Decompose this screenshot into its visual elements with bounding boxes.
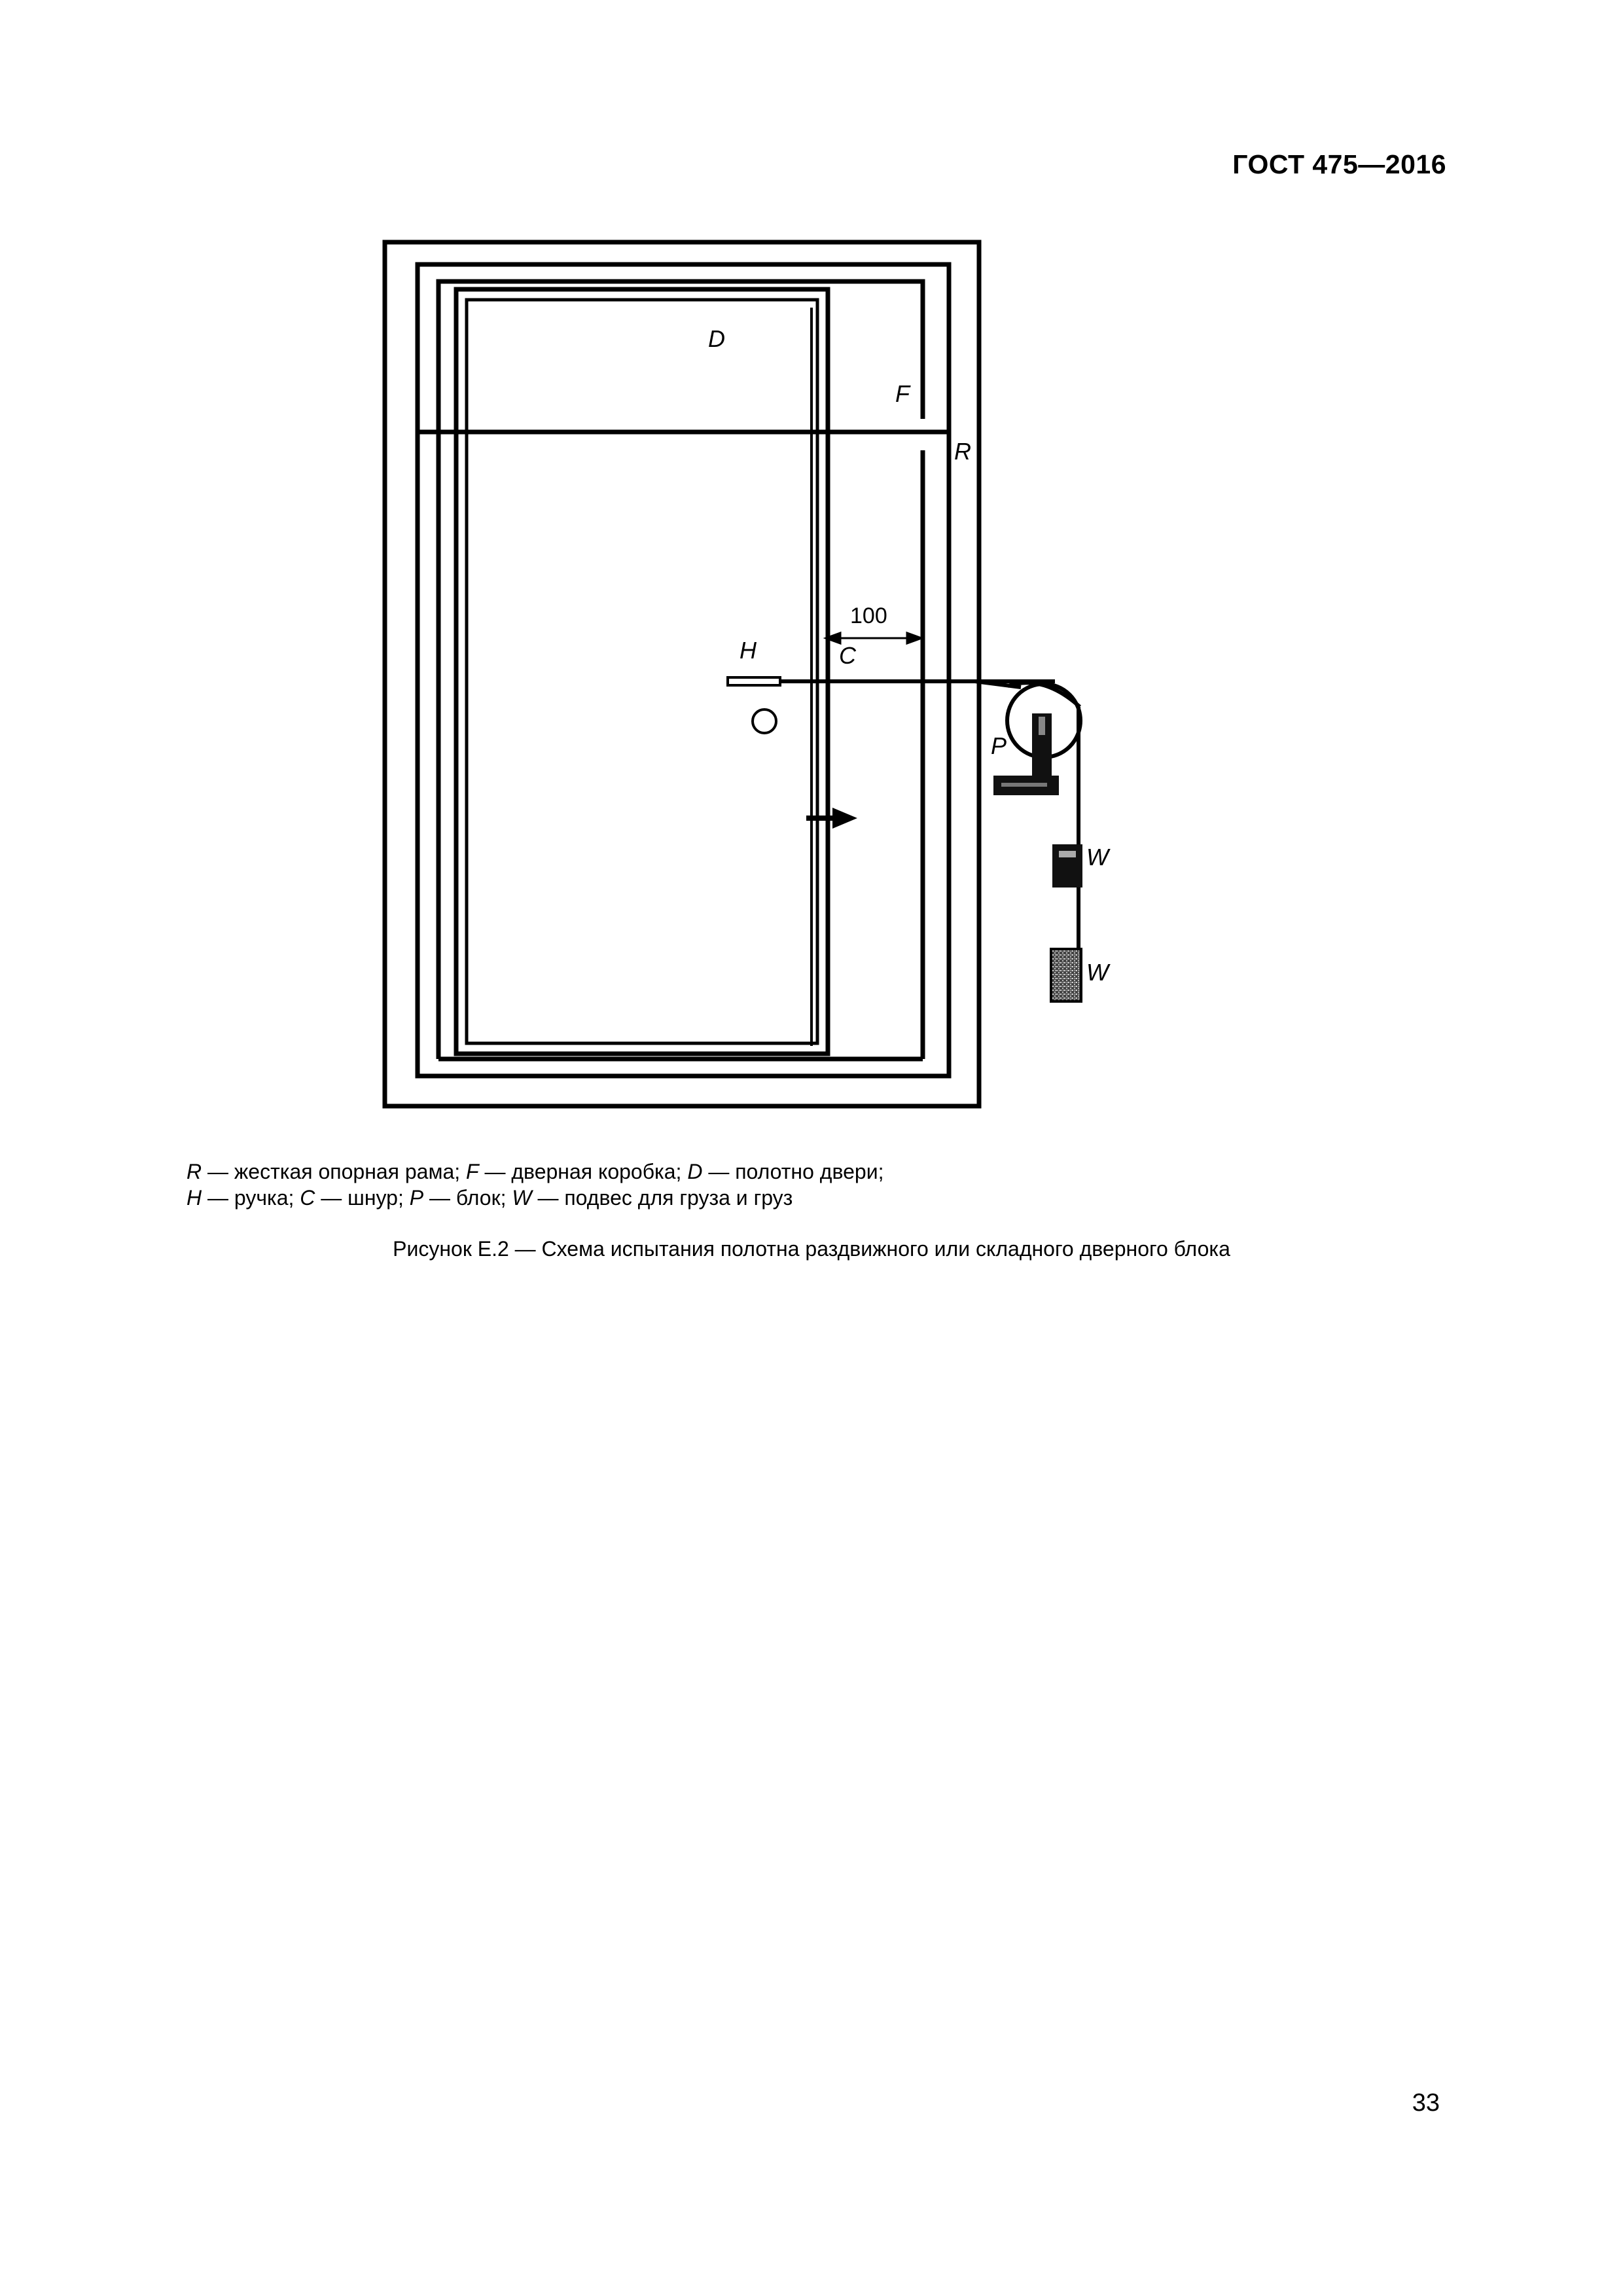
door-box	[438, 281, 923, 1059]
legend-sym: C	[300, 1186, 315, 1210]
figure-legend	[187, 1158, 883, 1211]
legend-line-2	[187, 1185, 883, 1211]
weight-hanger	[1052, 844, 1082, 888]
door-leaf	[456, 289, 828, 1054]
label-C: C	[839, 642, 856, 669]
dimension-label: 100	[850, 603, 887, 628]
legend-sym: F	[466, 1160, 479, 1183]
legend-text: — подвес для груза и груз	[531, 1186, 793, 1210]
label-H: H	[740, 637, 757, 664]
label-W1: W	[1086, 844, 1109, 870]
label-D: D	[708, 325, 725, 352]
legend-sym: W	[512, 1186, 532, 1210]
label-R: R	[954, 438, 971, 465]
legend-text: — полотно двери;	[702, 1160, 884, 1183]
legend-text: — жесткая опорная рама;	[202, 1160, 467, 1183]
figure-caption: Рисунок Е.2 — Схема испытания полотна раздвижного или складного дверного блока	[393, 1237, 1230, 1261]
support-frame	[385, 242, 979, 1106]
label-P: P	[991, 732, 1007, 759]
label-F: F	[895, 380, 910, 407]
legend-line-1	[187, 1158, 883, 1185]
label-W2: W	[1086, 959, 1109, 986]
legend-text: — дверная коробка;	[478, 1160, 688, 1183]
legend-text: — блок;	[423, 1186, 512, 1210]
legend-text: — ручка;	[202, 1186, 300, 1210]
legend-text: — шнур;	[315, 1186, 410, 1210]
movement-arrow	[806, 808, 857, 829]
legend-sym: R	[187, 1160, 202, 1183]
document-code: ГОСТ 475—2016	[1232, 149, 1446, 179]
handle	[728, 677, 780, 685]
page-number: 33	[1412, 2089, 1440, 2117]
weight-hanger-mark	[1059, 851, 1076, 857]
legend-sym: P	[409, 1186, 424, 1210]
support-frame-inner	[418, 264, 949, 1076]
weight	[1051, 949, 1081, 1001]
legend-sym: D	[687, 1160, 703, 1183]
legend-sym: H	[187, 1186, 202, 1210]
door-knob	[753, 709, 776, 733]
